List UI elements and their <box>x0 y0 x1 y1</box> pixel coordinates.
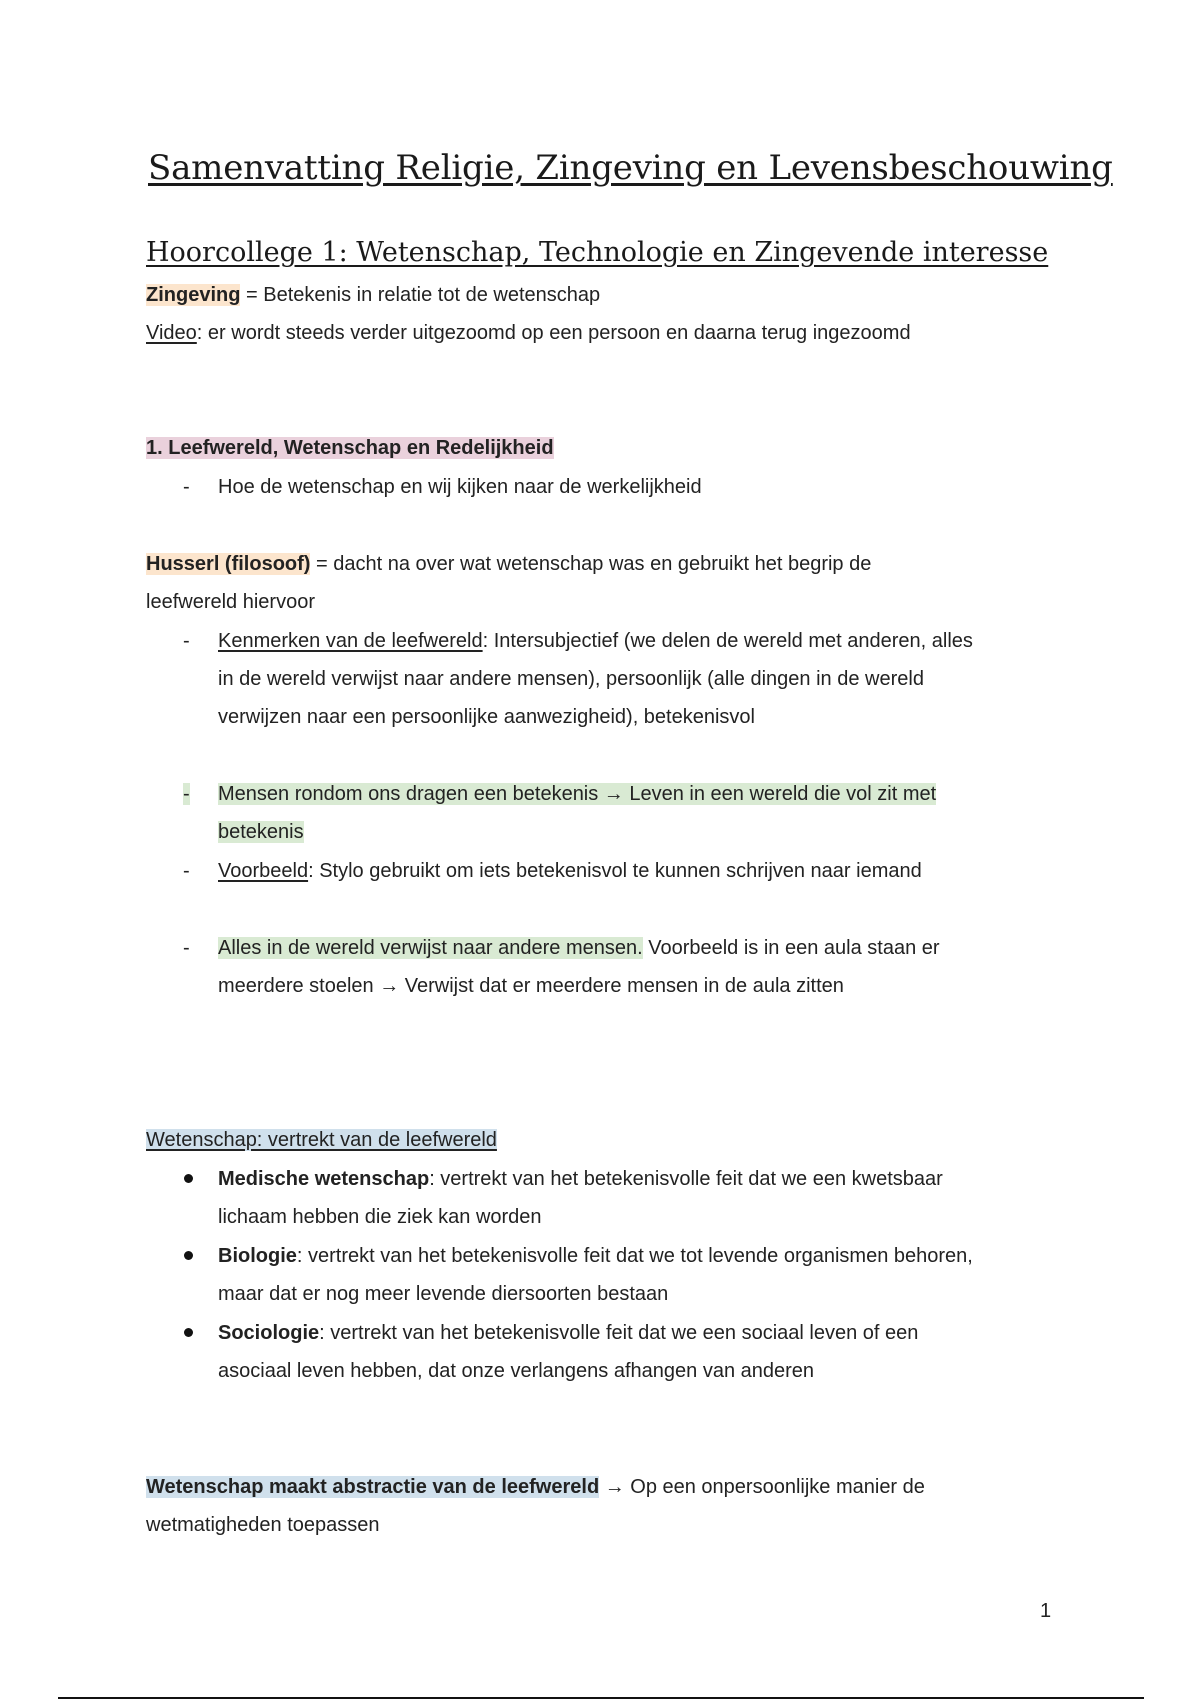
wetenschap-heading <box>146 1121 497 1159</box>
section1-heading <box>146 429 554 467</box>
bullet-3-text: : vertrekt van het betekenisvolle feit dat we een sociaal leven of een <box>319 1322 919 1344</box>
dash-marker: - <box>183 476 190 498</box>
page-divider <box>58 1697 1144 1699</box>
kenmerken-text: : Intersubjectief (we delen de wereld met anderen, alles <box>482 630 973 652</box>
wetenschap-heading-text: Wetenschap: vertrekt van de leefwereld <box>146 1129 497 1151</box>
section1-heading-text: 1. Leefwereld, Wetenschap en Redelijkheid <box>146 437 554 459</box>
dash-marker: - <box>183 630 190 652</box>
voorbeeld-text: : Stylo gebruikt om iets betekenisvol te kunnen schrijven naar iemand <box>308 860 922 882</box>
bullet-1-text: : vertrekt van het betekenisvolle feit dat we een kwetsbaar <box>429 1168 943 1190</box>
bullet-icon <box>184 1328 193 1337</box>
abstractie-line-1 <box>146 1468 925 1506</box>
husserl-item-3 <box>218 852 922 890</box>
husserl-item-1-line-1 <box>218 622 973 660</box>
bullet-1-line-2: lichaam hebben die ziek kan worden <box>218 1206 542 1228</box>
dash-marker: - <box>183 783 190 805</box>
zingeving-line <box>146 276 600 314</box>
husserl-item-4-line-1 <box>218 929 940 967</box>
husserl-item-4-line-2: meerdere stoelen → Verwijst dat er meerdere mensen in de aula zitten <box>218 975 844 997</box>
kenmerken-label: Kenmerken van de leefwereld <box>218 630 483 652</box>
document-title: Samenvatting Religie, Zingeving en Levensbeschouwing <box>148 148 1113 188</box>
abstractie-line-2: wetmatigheden toepassen <box>146 1514 380 1536</box>
alles-text: Voorbeeld is in een aula staan er <box>642 937 940 959</box>
bullet-2-term: Biologie <box>218 1245 297 1267</box>
dash-marker: - <box>183 937 190 959</box>
alles-highlight: Alles in de wereld verwijst naar andere mensen. <box>218 937 643 959</box>
voorbeeld-label: Voorbeeld <box>218 860 309 882</box>
bullet-1-line-1 <box>218 1160 943 1198</box>
section-heading: Hoorcollege 1: Wetenschap, Technologie en Zingevende interesse <box>146 237 1049 268</box>
abstractie-term: Wetenschap maakt abstractie van de leefwereld <box>146 1476 600 1498</box>
bullet-3-line-1 <box>218 1314 918 1352</box>
husserl-item-1-line-2: in de wereld verwijst naar andere mensen), persoonlijk (alle dingen in de wereld <box>218 668 924 690</box>
bullet-2-line-2: maar dat er nog meer levende diersoorten bestaan <box>218 1283 669 1305</box>
video-label: Video <box>146 322 197 344</box>
zingeving-term: Zingeving <box>146 284 241 306</box>
betekenis-text: betekenis <box>218 821 304 843</box>
bullet-icon <box>184 1251 193 1260</box>
husserl-term: Husserl (filosoof) <box>146 553 311 575</box>
page-number: 1 <box>1040 1600 1052 1622</box>
dash-marker: - <box>183 860 190 882</box>
bullet-3-line-2: asociaal leven hebben, dat onze verlangens afhangen van anderen <box>218 1360 815 1382</box>
section1-dash-item: Hoe de wetenschap en wij kijken naar de werkelijkheid <box>218 476 702 498</box>
zingeving-definition: = Betekenis in relatie tot de wetenschap <box>240 284 601 306</box>
husserl-line-1 <box>146 545 871 583</box>
bullet-2-text: : vertrekt van het betekenisvolle feit dat we tot levende organismen behoren, <box>296 1245 973 1267</box>
husserl-item-2-line-2 <box>218 813 304 851</box>
husserl-item-2-line-1 <box>218 775 936 813</box>
bullet-icon <box>184 1174 193 1183</box>
husserl-line-2: leefwereld hiervoor <box>146 591 315 613</box>
bullet-1-term: Medische wetenschap <box>218 1168 430 1190</box>
husserl-item-1-line-3: verwijzen naar een persoonlijke aanwezigheid), betekenisvol <box>218 706 755 728</box>
video-line <box>146 314 911 352</box>
bullet-3-term: Sociologie <box>218 1322 320 1344</box>
video-text: : er wordt steeds verder uitgezoomd op een persoon en daarna terug ingezoomd <box>196 322 911 344</box>
husserl-text-1: = dacht na over wat wetenschap was en gebruikt het begrip de <box>310 553 872 575</box>
bullet-2-line-1 <box>218 1237 973 1275</box>
abstractie-text: → Op een onpersoonlijke manier de <box>599 1476 925 1498</box>
mensen-text: Mensen rondom ons dragen een betekenis → Leven in een wereld die vol zit met <box>218 783 937 805</box>
